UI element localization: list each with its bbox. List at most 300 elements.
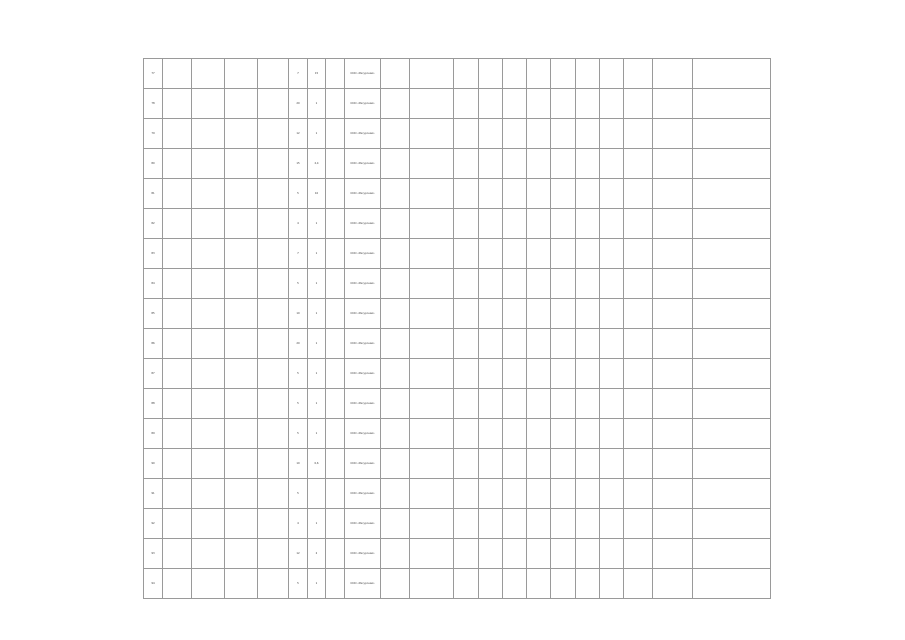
- table-cell-c17: [600, 89, 624, 119]
- table-row: [144, 569, 771, 599]
- table-cell-c11: [454, 119, 479, 149]
- table-cell-empty: [653, 359, 693, 389]
- table-cell-c5: 5: [289, 389, 308, 419]
- table-cell-c9: [381, 239, 410, 269]
- table-row: [144, 119, 771, 149]
- table-cell-c8: ООО «Ресурсная»: [345, 89, 381, 119]
- table-cell-c7: [326, 149, 345, 179]
- table-cell-c12: [479, 299, 503, 329]
- table-cell-c9: [381, 89, 410, 119]
- table-cell-c8: ООО «Ресурсная»: [345, 59, 381, 89]
- table-cell-empty: [693, 119, 771, 149]
- table-cell-c17: [600, 239, 624, 269]
- table-cell-c4: [258, 419, 289, 449]
- table-cell-empty: [693, 419, 771, 449]
- table-cell-c13: [503, 359, 527, 389]
- table-cell-c16: [576, 179, 600, 209]
- table-cell-c14: [527, 179, 551, 209]
- table-cell-c13: [503, 119, 527, 149]
- table-cell-c10: [410, 239, 454, 269]
- table-cell-c7: [326, 209, 345, 239]
- table-cell-c4: [258, 329, 289, 359]
- table-cell-c3: [225, 449, 258, 479]
- table-cell-c10: [410, 389, 454, 419]
- table-cell-c7: [326, 389, 345, 419]
- table-cell-c5: 5: [289, 269, 308, 299]
- table-cell-c5: 5: [289, 569, 308, 599]
- table-cell-c3: [225, 149, 258, 179]
- table-cell-c15: [551, 389, 576, 419]
- table-cell-c16: [576, 509, 600, 539]
- table-cell-empty: [653, 209, 693, 239]
- table-cell-c4: [258, 389, 289, 419]
- table-cell-c6: 1: [308, 419, 326, 449]
- table-cell-c4: [258, 239, 289, 269]
- table-cell-c12: [479, 149, 503, 179]
- table-cell-c2: [192, 239, 225, 269]
- table-cell-c7: [326, 179, 345, 209]
- table-cell-c7: [326, 539, 345, 569]
- table-cell-c8: ООО «Ресурсная»: [345, 269, 381, 299]
- table-cell-c17: [600, 329, 624, 359]
- table-cell-c8: ООО «Ресурсная»: [345, 149, 381, 179]
- table-cell-c7: [326, 119, 345, 149]
- table-cell-c16: [576, 419, 600, 449]
- table-cell-c6: 15: [308, 59, 326, 89]
- table-cell-c16: [576, 539, 600, 569]
- table-cell-c16: [576, 389, 600, 419]
- table-cell-c1: [163, 119, 192, 149]
- table-cell-c8: ООО «Ресурсная»: [345, 179, 381, 209]
- table-cell-c11: [454, 509, 479, 539]
- table-cell-c9: [381, 299, 410, 329]
- table-cell-c2: [192, 209, 225, 239]
- table-cell-c4: [258, 359, 289, 389]
- table-cell-empty: [653, 539, 693, 569]
- table-cell-empty: [693, 569, 771, 599]
- table-cell-c4: [258, 149, 289, 179]
- table-cell-c18: [624, 59, 653, 89]
- table-cell-c17: [600, 449, 624, 479]
- table-cell-c11: [454, 389, 479, 419]
- table-cell-c4: [258, 209, 289, 239]
- table-cell-c1: [163, 539, 192, 569]
- table-cell-c9: [381, 419, 410, 449]
- table-cell-c14: [527, 419, 551, 449]
- table-cell-c17: [600, 359, 624, 389]
- table-row: [144, 149, 771, 179]
- table-cell-c18: [624, 239, 653, 269]
- table-cell-no: 88: [144, 389, 163, 419]
- table-cell-c18: [624, 539, 653, 569]
- table-cell-no: 84: [144, 269, 163, 299]
- table-cell-c6: [308, 479, 326, 509]
- table-cell-c9: [381, 389, 410, 419]
- table-cell-c11: [454, 569, 479, 599]
- table-cell-c3: [225, 479, 258, 509]
- table-cell-c16: [576, 59, 600, 89]
- table-cell-c5: 5: [289, 359, 308, 389]
- table-cell-c10: [410, 59, 454, 89]
- table-cell-c3: [225, 119, 258, 149]
- table-row: [144, 359, 771, 389]
- table-cell-c11: [454, 539, 479, 569]
- table-cell-c9: [381, 209, 410, 239]
- table-cell-c4: [258, 179, 289, 209]
- table-cell-empty: [693, 209, 771, 239]
- table-cell-c13: [503, 539, 527, 569]
- table-row: [144, 329, 771, 359]
- table-cell-c6: 10: [308, 179, 326, 209]
- table-cell-c8: ООО «Ресурсная»: [345, 119, 381, 149]
- table-cell-c14: [527, 299, 551, 329]
- table-cell-c8: ООО «Ресурсная»: [345, 329, 381, 359]
- table-cell-c13: [503, 179, 527, 209]
- table-row: [144, 539, 771, 569]
- table-cell-c2: [192, 89, 225, 119]
- table-cell-c17: [600, 209, 624, 239]
- table-cell-c13: [503, 509, 527, 539]
- table-cell-c4: [258, 509, 289, 539]
- table-cell-no: 94: [144, 569, 163, 599]
- table-cell-c16: [576, 269, 600, 299]
- table-cell-c12: [479, 239, 503, 269]
- table-cell-c5: 5: [289, 419, 308, 449]
- table-cell-c17: [600, 269, 624, 299]
- table-row: [144, 509, 771, 539]
- table-cell-c15: [551, 539, 576, 569]
- table-row: [144, 419, 771, 449]
- table-cell-c12: [479, 539, 503, 569]
- table-cell-c17: [600, 299, 624, 329]
- table-cell-c5: 5: [289, 479, 308, 509]
- table-cell-c13: [503, 389, 527, 419]
- table-cell-c6: 1: [308, 569, 326, 599]
- table-cell-empty: [653, 239, 693, 269]
- table-cell-c3: [225, 239, 258, 269]
- table-cell-c18: [624, 479, 653, 509]
- table-cell-c8: ООО «Ресурсная»: [345, 239, 381, 269]
- table-cell-c18: [624, 509, 653, 539]
- table-cell-c5: 10: [289, 449, 308, 479]
- table-cell-c4: [258, 479, 289, 509]
- table-cell-c14: [527, 239, 551, 269]
- table-cell-c1: [163, 89, 192, 119]
- table-cell-c9: [381, 539, 410, 569]
- table-row: [144, 89, 771, 119]
- table-cell-c7: [326, 239, 345, 269]
- table-cell-c8: ООО «Ресурсная»: [345, 569, 381, 599]
- table-cell-empty: [693, 539, 771, 569]
- table-cell-no: 79: [144, 119, 163, 149]
- table-cell-no: 92: [144, 509, 163, 539]
- table-cell-c10: [410, 329, 454, 359]
- table-cell-empty: [653, 329, 693, 359]
- table-cell-c12: [479, 179, 503, 209]
- table-cell-c2: [192, 149, 225, 179]
- table-cell-c6: 1: [308, 239, 326, 269]
- table-cell-empty: [693, 149, 771, 179]
- table-cell-c17: [600, 119, 624, 149]
- table-cell-c15: [551, 269, 576, 299]
- table-cell-c9: [381, 359, 410, 389]
- table-cell-c8: ООО «Ресурсная»: [345, 389, 381, 419]
- register-table: [143, 58, 771, 599]
- table-cell-c6: 1: [308, 509, 326, 539]
- table-cell-c12: [479, 329, 503, 359]
- table-cell-c4: [258, 119, 289, 149]
- table-cell-c1: [163, 419, 192, 449]
- table-cell-no: 77: [144, 59, 163, 89]
- table-cell-c18: [624, 359, 653, 389]
- table-cell-c15: [551, 449, 576, 479]
- table-cell-c17: [600, 479, 624, 509]
- table-cell-c11: [454, 239, 479, 269]
- table-cell-empty: [653, 449, 693, 479]
- table-cell-c9: [381, 329, 410, 359]
- table-cell-c13: [503, 569, 527, 599]
- table-cell-c1: [163, 329, 192, 359]
- table-cell-c5: 7: [289, 239, 308, 269]
- table-cell-c10: [410, 209, 454, 239]
- table-cell-c6: 1: [308, 389, 326, 419]
- table-cell-c15: [551, 419, 576, 449]
- table-cell-c2: [192, 179, 225, 209]
- table-cell-c1: [163, 509, 192, 539]
- table-cell-c5: 20: [289, 89, 308, 119]
- table-cell-c8: ООО «Ресурсная»: [345, 509, 381, 539]
- table-cell-c18: [624, 569, 653, 599]
- table-cell-c8: ООО «Ресурсная»: [345, 479, 381, 509]
- table-cell-no: 82: [144, 209, 163, 239]
- table-cell-c13: [503, 59, 527, 89]
- table-cell-c15: [551, 299, 576, 329]
- table-cell-c18: [624, 419, 653, 449]
- table-cell-c5: 4: [289, 209, 308, 239]
- table-cell-c12: [479, 89, 503, 119]
- table-cell-c6: 2,4: [308, 149, 326, 179]
- table-cell-c5: 4: [289, 509, 308, 539]
- table-cell-c3: [225, 209, 258, 239]
- table-cell-c9: [381, 509, 410, 539]
- table-cell-c10: [410, 149, 454, 179]
- table-cell-c11: [454, 449, 479, 479]
- table-cell-no: 83: [144, 239, 163, 269]
- table-cell-c11: [454, 149, 479, 179]
- table-cell-c17: [600, 59, 624, 89]
- table-cell-c10: [410, 449, 454, 479]
- table-cell-c4: [258, 449, 289, 479]
- table-cell-c12: [479, 479, 503, 509]
- table-cell-no: 81: [144, 179, 163, 209]
- table-cell-c7: [326, 479, 345, 509]
- table-cell-c2: [192, 329, 225, 359]
- table-cell-c9: [381, 569, 410, 599]
- table-cell-c12: [479, 359, 503, 389]
- table-cell-c12: [479, 59, 503, 89]
- table-cell-no: 86: [144, 329, 163, 359]
- table-cell-c5: 10: [289, 299, 308, 329]
- table-cell-c3: [225, 269, 258, 299]
- table-cell-c17: [600, 419, 624, 449]
- table-cell-c11: [454, 419, 479, 449]
- table-cell-c17: [600, 389, 624, 419]
- table-cell-c6: 1: [308, 269, 326, 299]
- table-cell-c14: [527, 389, 551, 419]
- table-cell-c10: [410, 539, 454, 569]
- table-cell-c18: [624, 449, 653, 479]
- table-cell-c14: [527, 149, 551, 179]
- table-cell-c15: [551, 179, 576, 209]
- table-cell-c11: [454, 359, 479, 389]
- table-cell-c1: [163, 479, 192, 509]
- table-cell-c9: [381, 479, 410, 509]
- table-cell-c1: [163, 389, 192, 419]
- table-cell-c5: 7: [289, 59, 308, 89]
- table-cell-c11: [454, 59, 479, 89]
- table-cell-empty: [693, 89, 771, 119]
- table-cell-c5: 12: [289, 539, 308, 569]
- table-cell-c15: [551, 59, 576, 89]
- table-cell-c13: [503, 299, 527, 329]
- table-cell-c10: [410, 509, 454, 539]
- table-cell-c18: [624, 389, 653, 419]
- table-cell-empty: [693, 269, 771, 299]
- table-row: [144, 479, 771, 509]
- table-cell-empty: [693, 449, 771, 479]
- table-cell-c5: 15: [289, 149, 308, 179]
- table-cell-c9: [381, 269, 410, 299]
- table-row: [144, 299, 771, 329]
- table-cell-c18: [624, 329, 653, 359]
- table-cell-no: 87: [144, 359, 163, 389]
- table-cell-c3: [225, 329, 258, 359]
- table-cell-c15: [551, 149, 576, 179]
- table-cell-c7: [326, 449, 345, 479]
- table-cell-empty: [653, 299, 693, 329]
- table-cell-c7: [326, 569, 345, 599]
- table-cell-c14: [527, 209, 551, 239]
- table-row: [144, 389, 771, 419]
- table-cell-c15: [551, 509, 576, 539]
- table-cell-c12: [479, 119, 503, 149]
- table-cell-c4: [258, 269, 289, 299]
- table-cell-c3: [225, 59, 258, 89]
- table-cell-c18: [624, 179, 653, 209]
- table-cell-c2: [192, 119, 225, 149]
- table-cell-empty: [653, 509, 693, 539]
- table-cell-empty: [653, 569, 693, 599]
- table-cell-no: 93: [144, 539, 163, 569]
- table-cell-empty: [693, 359, 771, 389]
- table-cell-c12: [479, 389, 503, 419]
- table-cell-c18: [624, 149, 653, 179]
- table-cell-c3: [225, 299, 258, 329]
- table-cell-c6: 1: [308, 119, 326, 149]
- table-cell-c10: [410, 419, 454, 449]
- table-cell-c3: [225, 509, 258, 539]
- table-cell-c6: 0,6: [308, 449, 326, 479]
- table-cell-c11: [454, 179, 479, 209]
- table-cell-c2: [192, 299, 225, 329]
- table-cell-c5: 5: [289, 179, 308, 209]
- table-cell-c13: [503, 479, 527, 509]
- table-cell-c15: [551, 209, 576, 239]
- table-cell-c14: [527, 359, 551, 389]
- table-cell-c17: [600, 539, 624, 569]
- table-cell-c2: [192, 539, 225, 569]
- table-cell-c16: [576, 299, 600, 329]
- table-cell-c6: 1: [308, 359, 326, 389]
- table-cell-c12: [479, 269, 503, 299]
- table-cell-c18: [624, 299, 653, 329]
- table-cell-c17: [600, 569, 624, 599]
- table-cell-c2: [192, 569, 225, 599]
- table-cell-c11: [454, 89, 479, 119]
- table-cell-c17: [600, 509, 624, 539]
- table-cell-c12: [479, 509, 503, 539]
- table-cell-c1: [163, 59, 192, 89]
- table-cell-c15: [551, 359, 576, 389]
- table-cell-c10: [410, 269, 454, 299]
- table-cell-c14: [527, 479, 551, 509]
- table-cell-c5: 20: [289, 329, 308, 359]
- table-cell-empty: [653, 479, 693, 509]
- table-cell-c8: ООО «Ресурсная»: [345, 299, 381, 329]
- table-cell-c4: [258, 89, 289, 119]
- table-row: [144, 59, 771, 89]
- table-cell-c16: [576, 479, 600, 509]
- table-cell-c16: [576, 209, 600, 239]
- table-cell-c14: [527, 539, 551, 569]
- table-cell-c15: [551, 479, 576, 509]
- table-cell-c16: [576, 329, 600, 359]
- table-cell-empty: [693, 389, 771, 419]
- table-cell-c16: [576, 569, 600, 599]
- table-cell-c4: [258, 569, 289, 599]
- table-cell-c2: [192, 359, 225, 389]
- table-cell-no: 78: [144, 89, 163, 119]
- table-cell-c4: [258, 59, 289, 89]
- table-cell-c12: [479, 449, 503, 479]
- table-cell-c8: ООО «Ресурсная»: [345, 539, 381, 569]
- table-cell-c1: [163, 179, 192, 209]
- table-cell-c9: [381, 179, 410, 209]
- table-cell-c13: [503, 239, 527, 269]
- table-cell-c1: [163, 209, 192, 239]
- table-cell-empty: [693, 59, 771, 89]
- table-cell-no: 91: [144, 479, 163, 509]
- table-cell-c15: [551, 569, 576, 599]
- table-cell-c16: [576, 239, 600, 269]
- table-cell-c16: [576, 89, 600, 119]
- table-cell-c4: [258, 299, 289, 329]
- table-cell-c10: [410, 359, 454, 389]
- table-cell-c1: [163, 149, 192, 179]
- table-cell-empty: [653, 59, 693, 89]
- table-cell-c10: [410, 479, 454, 509]
- table-cell-c7: [326, 329, 345, 359]
- table-cell-c9: [381, 59, 410, 89]
- table-cell-c8: ООО «Ресурсная»: [345, 359, 381, 389]
- table-cell-c7: [326, 509, 345, 539]
- table-cell-c2: [192, 59, 225, 89]
- table-cell-c13: [503, 149, 527, 179]
- table-cell-c3: [225, 389, 258, 419]
- table-cell-c11: [454, 299, 479, 329]
- table-cell-c1: [163, 359, 192, 389]
- table-cell-c1: [163, 239, 192, 269]
